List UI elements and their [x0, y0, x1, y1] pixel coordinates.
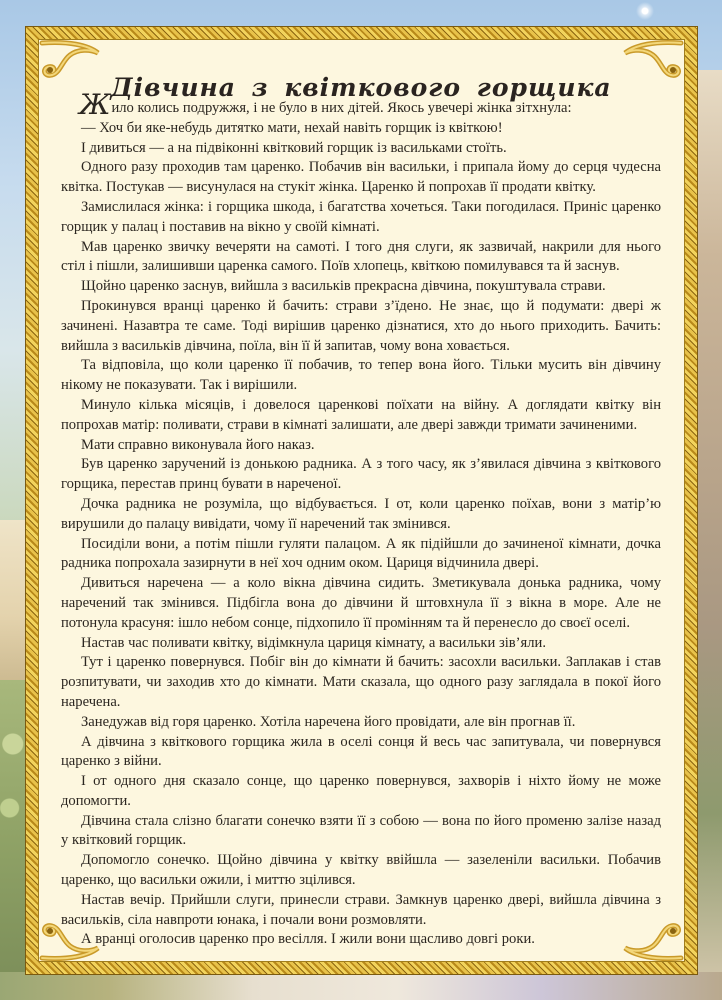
paragraph: Та відповіла, що коли царенко її побачив, то тепер вона його. Тільки мусить він дівчину нікому не показувати. Так і вирішили.: [61, 357, 661, 394]
paragraph: Мав царенко звичку вечеряти на самоті. І того дня слуги, як зазвичай, накрили для нього стіл і пішли, залишивши царенка самого. Поїв хлопець, квіткою помилувався та й заснув.: [61, 238, 661, 275]
paragraph: Щойно царенко заснув, вийшла з васильків прекрасна дівчина, покуштувала страви.: [81, 278, 606, 295]
paragraph: А дівчина з квіткового горщика жила в оселі сонця й весь час запитувала, чи повернувся царенко з війни.: [61, 733, 661, 770]
paragraph: І от одного дня сказало сонце, що царенко повернувся, захворів і ніхто йому не може допомогти.: [61, 773, 661, 809]
paragraph: Одного разу проходив там царенко. Побачив він васильки, і припала йому до серця чудесна квітка. Постукав — висунулася на стукіт жінка. Царенко й попрохав її продати квітку.: [61, 159, 661, 196]
paragraph: Був царенко заручений із донькою радника. А з того часу, як з’явилася дівчина з квіткового горщика, перестав принц бувати в нареченої.: [61, 456, 661, 493]
paragraph: Жило колись подружжя, і не було в них дітей. Якось увечері жінка зітхнула:: [79, 88, 572, 121]
drop-cap: Ж: [79, 88, 111, 121]
paragraph: Настав час поливати квітку, відімкнула цариця кімнату, а васильки зів’яли.: [81, 634, 546, 651]
story-title: Дівчина з квіткового горщика: [110, 72, 612, 102]
paragraph: — Хоч би яке-небудь дитятко мати, нехай навіть горщик із квіткою!: [81, 119, 503, 136]
paragraph: Занедужав від горя царенко. Хотіла наречена його провідати, але він прогнав її.: [81, 713, 576, 730]
paragraph: Дівчина стала слізно благати сонечко взяти її з собою — вона по його променю залізе назад у квітковий горщик.: [61, 812, 661, 849]
paragraph: Мати справно виконувала його наказ.: [81, 436, 315, 453]
paragraph: Посиділи вони, а потім пішли гуляти палацом. А як підійшли до зачиненої кімнати, дочка радника попрохала зазирнути в неї хоч одним оком. Цариця відчинила двері.: [61, 535, 661, 572]
paragraph: Допомогло сонечко. Щойно дівчина у квітку ввійшла — зазеленіли васильки. Побачив царенко, що васильки ожили, і миттю зцілився.: [61, 852, 661, 889]
paragraph: Дивиться наречена — а коло вікна дівчина сидить. Зметикувала донька радника, чому наречений так змінився. Підбігла вона до дівчини й штовхнула її з вікна в море. Але не потонула красуня: ішло небом сонце, підхопило її промінням та й перенесло до своєї оселі.: [61, 575, 661, 631]
paragraph: Тут і царенко повернувся. Побіг він до кімнати й бачить: засохли васильки. Заплакав і став розпитувати, чи заходив хто до кімнати. Мати сказала, що одного разу заглядала в покої його наречена.: [61, 654, 661, 710]
paragraph: І дивиться — а на підвіконні квітковий горщик із васильками стоїть.: [81, 139, 507, 156]
background-column: [696, 70, 722, 1000]
background-bottom-scene: [0, 972, 722, 1000]
story-text: [61, 88, 661, 950]
sparkle-icon: [636, 2, 654, 20]
paragraph: Дочка радника не розуміла, що відбувається. І от, коли царенко поїхав, вони з матір’ю вирушили до палацу вивідати, чому її наречений так змінився.: [61, 495, 661, 532]
paragraph: Минуло кілька місяців, і довелося царенкові поїхати на війну. А доглядати квітку він попрохав матір: поливати, страви в кімнаті залишати, але двері завжди тримати зачиненими.: [61, 396, 661, 433]
paragraph: Прокинувся вранці царенко й бачить: страви з’їдено. Не знає, що й подумати: двері ж зачинені. Назавтра те саме. Тоді вирішив царенко дізнатися, хто до нього приходить. Бачить: вийшла з васильків дівчина, поїла, він її й запитав, чому вона ховається.: [61, 297, 661, 354]
paragraph: Настав вечір. Прийшли слуги, принесли страви. Замкнув царенко двері, вийшла дівчина з васильків, сіла навпроти юнака, і почали вони розмовляти.: [61, 891, 661, 928]
paragraph: А вранці оголосив царенко про весілля. І жили вони щасливо довгі роки.: [81, 931, 535, 948]
paragraph: Замислилася жінка: і горщика шкода, і багатства хочеться. Таки погодилася. Приніс царенко горщик у палац і поставив на вікно у своїй кімнаті.: [61, 198, 661, 235]
